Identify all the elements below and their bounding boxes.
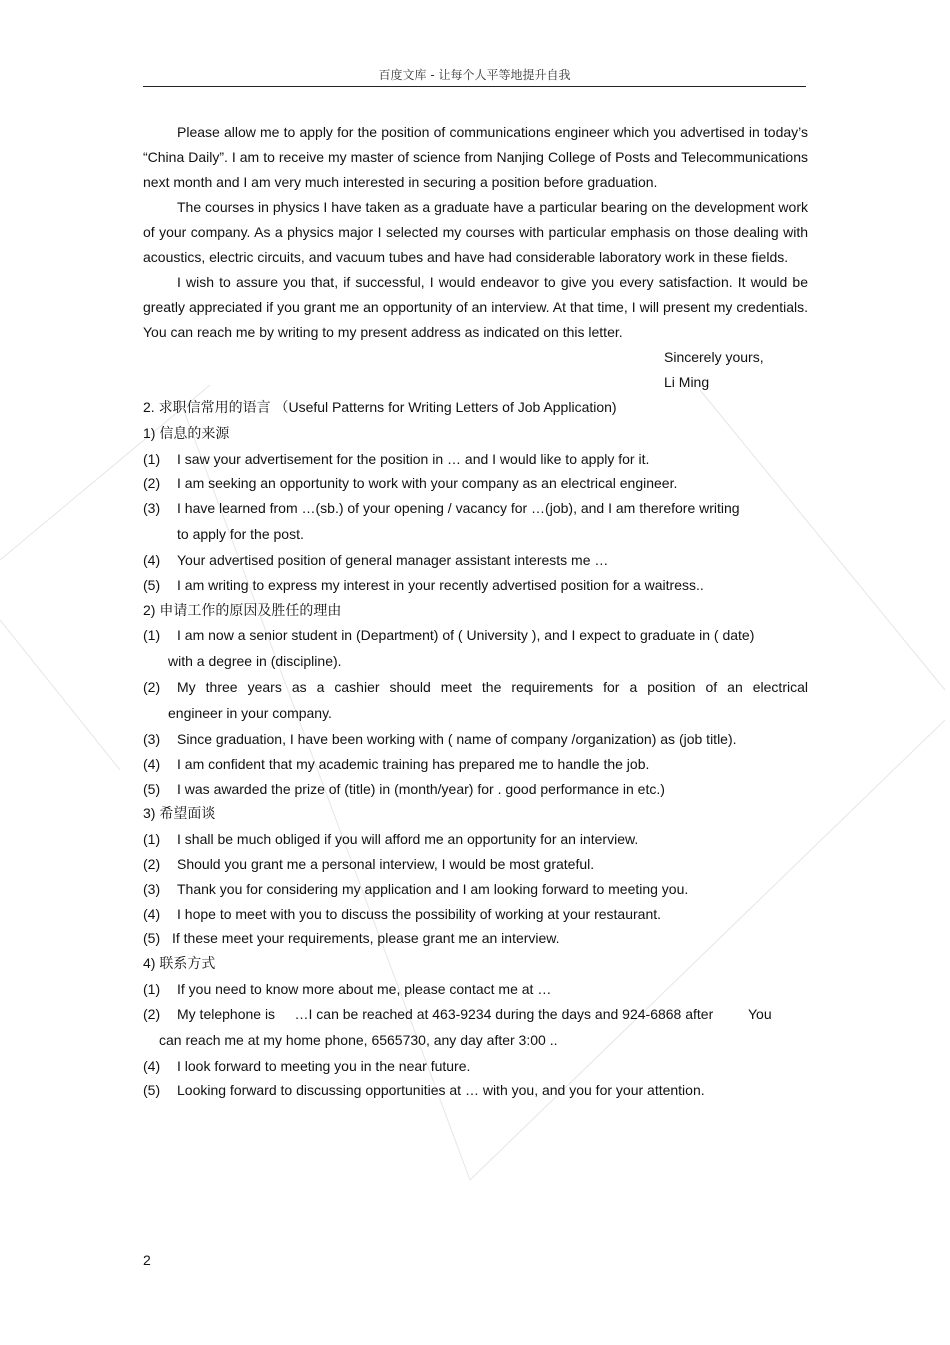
page-header: 百度文库 - 让每个人平等地提升自我 — [378, 68, 571, 82]
item-number: (2) — [143, 855, 161, 872]
list-item — [143, 1054, 808, 1079]
list-item — [143, 852, 808, 877]
list-item — [143, 752, 808, 777]
item-number: (4) — [143, 905, 161, 922]
subsection-heading — [143, 801, 808, 827]
document-body — [143, 120, 808, 1103]
item-text: I am seeking an opportunity to work with your company as an electrical engineer. — [177, 475, 678, 492]
section-heading — [143, 395, 808, 421]
list-item — [143, 675, 808, 700]
item-number: (4) — [143, 551, 161, 568]
item-number: (5) — [143, 780, 161, 797]
subsection-heading — [143, 421, 808, 447]
item-number: (3) — [143, 730, 161, 747]
list-item — [143, 877, 808, 902]
list-item — [143, 548, 808, 573]
item-number: (5) — [143, 576, 161, 593]
list-item — [143, 623, 808, 648]
item-text: Looking forward to discussing opportunities at … with you, and you for your attention. — [177, 1082, 705, 1099]
item-number: (4) — [143, 1057, 161, 1074]
subsection-heading — [143, 598, 808, 624]
subsection-heading — [143, 951, 808, 977]
letter-closing: Sincerely yours, — [664, 349, 764, 365]
subsection-number: 2) — [143, 601, 156, 618]
item-text: Your advertised position of general manager assistant interests me … — [177, 551, 609, 568]
letter-paragraph: Please allow me to apply for the position of communications engineer which you advertised in today’s “China Daily”. I am to receive my master of science from Nanjing College of Posts and Telecommunications next month and I am very much interested in securing a position before graduation. — [143, 124, 808, 190]
item-number: (3) — [143, 500, 161, 517]
subsection-number: 1) — [143, 424, 156, 441]
item-text: If these meet your requirements, please grant me an interview. — [172, 930, 560, 947]
section-number: 2. — [143, 399, 155, 415]
item-text: My three years as a cashier should meet the requirements for a position of an electrical — [177, 679, 808, 696]
item-text: I shall be much obliged if you will afford me an opportunity for an interview. — [177, 831, 639, 848]
item-number: (1) — [143, 980, 161, 997]
list-item — [143, 1078, 808, 1103]
item-number: (5) — [143, 930, 161, 947]
item-number: (1) — [143, 450, 161, 467]
section-title-english: （Useful Patterns for Writing Letters of Job Application) — [274, 399, 617, 415]
list-item — [143, 827, 808, 852]
item-number: (4) — [143, 755, 161, 772]
item-number: (2) — [143, 475, 161, 492]
item-text: I am confident that my academic training has prepared me to handle the job. — [177, 755, 650, 772]
list-item — [143, 902, 808, 927]
item-text: I was awarded the prize of (title) in (month/year) for . good performance in etc.) — [177, 780, 665, 797]
item-text: Should you grant me a personal interview, I would be most grateful. — [177, 855, 595, 872]
list-item — [143, 471, 808, 496]
letter-signature: Li Ming — [664, 374, 710, 390]
list-item — [143, 496, 808, 521]
item-text: My telephone is …I can be reached at 463-9234 during the days and 924-6868 after You — [177, 1005, 772, 1022]
list-item — [143, 447, 808, 472]
item-continuation: can reach me at my home phone, 6565730, any day after 3:00 .. — [159, 1031, 558, 1048]
section-title-chinese: 求职信常用的语言 — [158, 400, 271, 416]
item-number: (1) — [143, 627, 161, 644]
item-text: Since graduation, I have been working with ( name of company /organization) as (job title). — [177, 730, 737, 747]
item-text: I hope to meet with you to discuss the possibility of working at your restaurant. — [177, 905, 662, 922]
item-continuation: with a degree in (discipline). — [168, 653, 342, 670]
item-number: (3) — [143, 880, 161, 897]
header-divider — [143, 86, 806, 87]
item-text: If you need to know more about me, please contact me at … — [177, 980, 552, 997]
letter-paragraph: The courses in physics I have taken as a graduate have a particular bearing on the development work of your company. As a physics major I selected my courses with particular emphasis on those dealing with acoustics, electric circuits, and vacuum tubes and have had considerable laboratory work in these fields. — [143, 199, 808, 265]
list-item — [143, 977, 808, 1002]
item-text: I saw your advertisement for the position in … and I would like to apply for it. — [177, 450, 650, 467]
item-number: (2) — [143, 679, 161, 696]
item-text: I am writing to express my interest in your recently advertised position for a waitress.. — [177, 576, 704, 593]
list-item — [143, 727, 808, 752]
page-number: 2 — [143, 1252, 151, 1268]
subsection-title: 申请工作的原因及胜任的理由 — [159, 602, 342, 619]
item-number: (2) — [143, 1005, 161, 1022]
item-text: I have learned from …(sb.) of your opening / vacancy for …(job), and I am therefore writing — [177, 500, 740, 517]
item-number: (5) — [143, 1082, 161, 1099]
letter-paragraph: I wish to assure you that, if successful, I would endeavor to give you every satisfaction. It would be greatly appreciated if you grant me an opportunity of an interview. At that time, I will present my credentials. You can reach me by writing to my present address as indicated on this letter. — [143, 274, 808, 340]
list-item — [143, 1002, 808, 1027]
subsection-title: 希望面谈 — [159, 806, 216, 823]
list-item — [143, 573, 808, 598]
subsection-title: 联系方式 — [159, 956, 216, 973]
item-continuation: engineer in your company. — [168, 704, 332, 721]
subsection-title: 信息的来源 — [159, 425, 230, 442]
item-number: (1) — [143, 831, 161, 848]
item-text: I am now a senior student in (Department) of ( University ), and I expect to graduate in ( date) — [177, 627, 755, 644]
subsection-number: 4) — [143, 955, 156, 972]
item-text: Thank you for considering my application and I am looking forward to meeting you. — [177, 880, 689, 897]
item-continuation: to apply for the post. — [177, 525, 304, 542]
subsection-number: 3) — [143, 805, 156, 822]
list-item — [143, 926, 808, 951]
item-text: I look forward to meeting you in the near future. — [177, 1057, 471, 1074]
list-item — [143, 777, 808, 802]
